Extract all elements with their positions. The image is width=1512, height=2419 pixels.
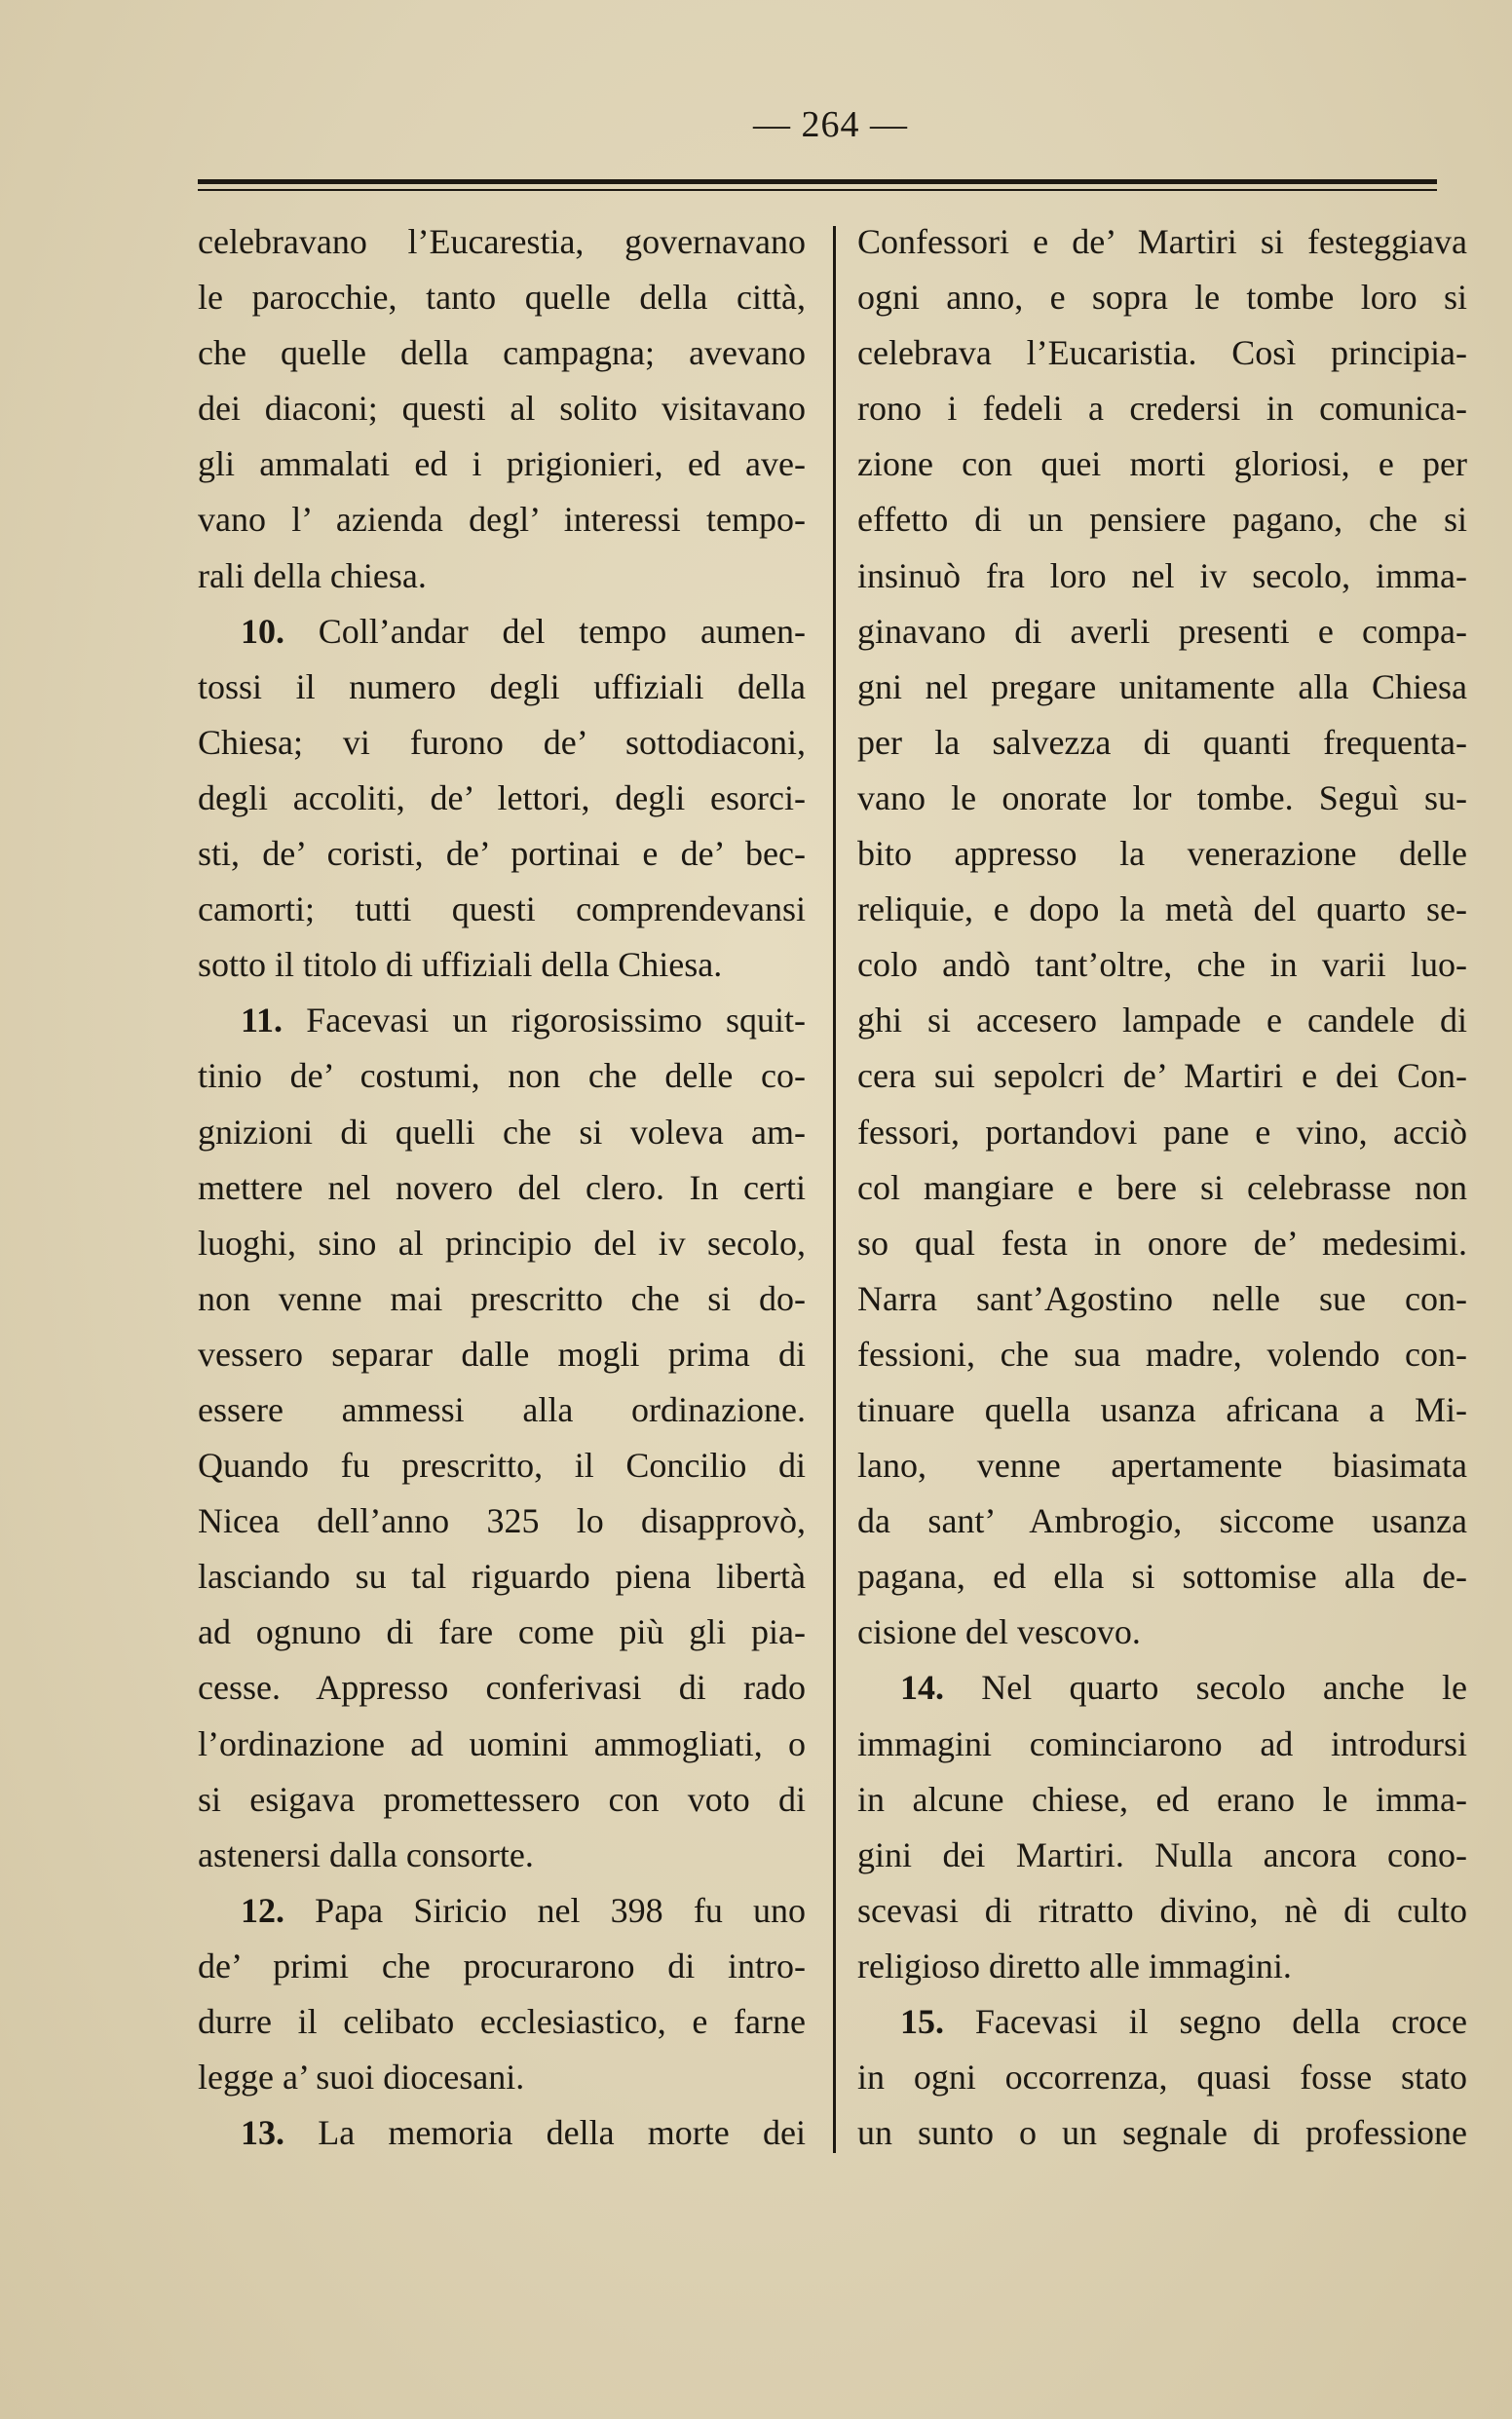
text-line [857, 660, 1467, 715]
text-line [857, 826, 1467, 882]
line-text: cesse. Appresso conferivasi di rado [198, 1668, 806, 1708]
text-line [198, 1382, 806, 1438]
text-line [198, 548, 806, 604]
text-line [198, 1660, 806, 1716]
line-text: camorti; tutti questi comprendevansi [198, 889, 806, 929]
line-text: ghi si accesero lampade e candele di [857, 1001, 1467, 1040]
line-text: tossi il numero degli uffiziali della [198, 666, 806, 706]
text-line [857, 1438, 1467, 1493]
text-line [198, 1271, 806, 1327]
line-text: durre il celibato ecclesiastico, e farne [198, 2002, 806, 2041]
header-rule-thin [198, 189, 1437, 191]
line-text: fessioni, che sua madre, volendo con- [857, 1334, 1467, 1374]
text-line [198, 1717, 806, 1772]
line-text: de’ primi che procurarono di intro- [198, 1946, 806, 1985]
text-line [857, 1883, 1467, 1939]
line-text: Papa Siricio nel 398 fu uno [284, 1890, 806, 1930]
text-line [857, 214, 1467, 270]
text-line [198, 381, 806, 436]
line-text: cera sui sepolcri de’ Martiri e dei Con- [857, 1056, 1467, 1096]
line-text: dei diaconi; questi al solito visitavano [198, 389, 806, 429]
text-line [857, 715, 1467, 771]
line-text: da sant’ Ambrogio, siccome usanza [857, 1501, 1467, 1541]
text-line [857, 771, 1467, 826]
text-line [198, 1216, 806, 1271]
line-text: le parocchie, tanto quelle della città, [198, 278, 806, 318]
text-line [198, 993, 806, 1048]
text-line [857, 1160, 1467, 1216]
line-text: ad ognuno di fare come più gli pia- [198, 1612, 806, 1652]
line-text: Confessori e de’ Martiri si festeggiava [857, 222, 1467, 261]
text-line [198, 214, 806, 270]
paragraph-number: 11. [241, 1001, 284, 1040]
line-text: fessori, portandovi pane e vino, acciò [857, 1112, 1467, 1152]
line-text: cisione del vescovo. [857, 1612, 1141, 1652]
paragraph-number: 12. [241, 1890, 284, 1930]
text-line [857, 1660, 1467, 1716]
text-line [198, 1772, 806, 1828]
text-line [198, 1939, 806, 1994]
text-line [198, 604, 806, 660]
text-line [198, 771, 806, 826]
text-line [198, 2105, 806, 2161]
text-line [857, 1048, 1467, 1104]
text-line [198, 660, 806, 715]
paragraph-number: 14. [900, 1668, 944, 1708]
line-text: Chiesa; vi furono de’ sottodiaconi, [198, 722, 806, 762]
text-line [857, 993, 1467, 1048]
text-line [857, 1271, 1467, 1327]
line-text: bito appresso la venerazione delle [857, 834, 1467, 874]
line-text: ogni anno, e sopra le tombe loro si [857, 278, 1467, 318]
text-line [198, 1160, 806, 1216]
line-text: in ogni occorrenza, quasi fosse stato [857, 2058, 1467, 2098]
line-text: legge a’ suoi diocesani. [198, 2058, 525, 2098]
line-text: scevasi di ritratto divino, nè di culto [857, 1890, 1467, 1930]
text-line [857, 1605, 1467, 1660]
line-text: effetto di un pensiere pagano, che si [857, 500, 1467, 540]
text-line [198, 715, 806, 771]
line-text: gini dei Martiri. Nulla ancora cono- [857, 1834, 1467, 1874]
line-text: si esigava promettessero con voto di [198, 1779, 806, 1819]
text-line [857, 1772, 1467, 1828]
paragraph-number: 15. [900, 2002, 944, 2041]
line-text: gli ammalati ed i prigionieri, ed ave- [198, 444, 806, 484]
line-text: in alcune chiese, ed erano le imma- [857, 1779, 1467, 1819]
line-text: celebrava l’Eucaristia. Così principia- [857, 333, 1467, 373]
column-divider [833, 226, 836, 2153]
text-line [198, 1549, 806, 1605]
text-line [198, 1828, 806, 1883]
line-text: insinuò fra loro nel iv secolo, imma- [857, 555, 1467, 595]
text-line [857, 1828, 1467, 1883]
line-text: La memoria della morte dei [284, 2113, 806, 2153]
line-text: che quelle della campagna; avevano [198, 333, 806, 373]
text-line [857, 1105, 1467, 1160]
text-line [857, 1493, 1467, 1549]
text-line [857, 381, 1467, 436]
line-text: reliquie, e dopo la metà del quarto se- [857, 889, 1467, 929]
line-text: rali della chiesa. [198, 555, 427, 595]
line-text: mettere nel novero del clero. In certi [198, 1167, 806, 1207]
text-line [198, 826, 806, 882]
line-text: astenersi dalla consorte. [198, 1834, 534, 1874]
text-line [198, 1883, 806, 1939]
line-text: vessero separar dalle mogli prima di [198, 1334, 806, 1374]
line-text: Facevasi un rigorosissimo squit- [283, 1001, 806, 1040]
text-line [198, 1048, 806, 1104]
line-text: celebravano l’Eucarestia, governavano [198, 222, 806, 261]
text-line [857, 1549, 1467, 1605]
line-text: rono i fedeli a credersi in comunica- [857, 389, 1467, 429]
text-line [857, 2105, 1467, 2161]
text-line [198, 1994, 806, 2050]
text-line [857, 1327, 1467, 1382]
line-text: colo andò tant’oltre, che in varii luo- [857, 945, 1467, 985]
text-line [857, 882, 1467, 937]
line-text: sotto il titolo di uffiziali della Chiesa. [198, 945, 723, 985]
line-text: ginavano di averli presenti e compa- [857, 611, 1467, 651]
line-text: un sunto o un segnale di professione [857, 2113, 1467, 2153]
line-text: essere ammessi alla ordinazione. [198, 1389, 806, 1429]
text-line [857, 2050, 1467, 2105]
text-line [198, 325, 806, 381]
text-line [857, 436, 1467, 492]
text-line [198, 1327, 806, 1382]
text-line [198, 492, 806, 548]
line-text: degli accoliti, de’ lettori, degli esorci- [198, 777, 806, 817]
text-line [857, 604, 1467, 660]
line-text: Coll’andar del tempo aumen- [284, 611, 806, 651]
text-line [857, 325, 1467, 381]
page-number: — 264 — [753, 104, 908, 145]
line-text: col mangiare e bere si celebrasse non [857, 1167, 1467, 1207]
line-text: Facevasi il segno della croce [944, 2002, 1467, 2041]
header-rule-thick [198, 179, 1437, 184]
left-column [198, 214, 806, 2161]
text-line [198, 1105, 806, 1160]
line-text: vano le onorate lor tombe. Seguì su- [857, 777, 1467, 817]
line-text: vano l’ azienda degl’ interessi tempo- [198, 500, 806, 540]
line-text: tinio de’ costumi, non che delle co- [198, 1056, 806, 1096]
text-line [857, 1717, 1467, 1772]
line-text: l’ordinazione ad uomini ammogliati, o [198, 1723, 806, 1763]
text-line [198, 937, 806, 993]
paragraph-number: 10. [241, 611, 284, 651]
line-text: Nel quarto secolo anche le [944, 1668, 1467, 1708]
text-line [198, 1605, 806, 1660]
line-text: lano, venne apertamente biasimata [857, 1446, 1467, 1486]
line-text: immagini cominciarono ad introdursi [857, 1723, 1467, 1763]
line-text: sti, de’ coristi, de’ portinai e de’ bec- [198, 834, 806, 874]
line-text: non venne mai prescritto che si do- [198, 1278, 806, 1318]
line-text: religioso diretto alle immagini. [857, 1946, 1292, 1985]
text-line [198, 270, 806, 325]
right-column [857, 214, 1467, 2161]
paragraph-number: 13. [241, 2113, 284, 2153]
text-line [857, 548, 1467, 604]
text-line [198, 1438, 806, 1493]
text-line [198, 882, 806, 937]
line-text: gni nel pregare unitamente alla Chiesa [857, 666, 1467, 706]
text-line [198, 436, 806, 492]
line-text: so qual festa in onore de’ medesimi. [857, 1223, 1467, 1263]
line-text: zione con quei morti gloriosi, e per [857, 444, 1467, 484]
text-line [857, 937, 1467, 993]
line-text: luoghi, sino al principio del iv secolo, [198, 1223, 806, 1263]
line-text: pagana, ed ella si sottomise alla de- [857, 1557, 1467, 1597]
line-text: tinuare quella usanza africana a Mi- [857, 1389, 1467, 1429]
text-line [198, 2050, 806, 2105]
text-line [857, 492, 1467, 548]
line-text: gnizioni di quelli che si voleva am- [198, 1112, 806, 1152]
text-line [857, 1382, 1467, 1438]
line-text: Narra sant’Agostino nelle sue con- [857, 1278, 1467, 1318]
text-line [857, 1216, 1467, 1271]
text-line [857, 1994, 1467, 2050]
text-line [857, 270, 1467, 325]
line-text: Quando fu prescritto, il Concilio di [198, 1446, 806, 1486]
line-text: lasciando su tal riguardo piena libertà [198, 1557, 806, 1597]
text-line [198, 1493, 806, 1549]
line-text: per la salvezza di quanti frequenta- [857, 722, 1467, 762]
text-line [857, 1939, 1467, 1994]
line-text: Nicea dell’anno 325 lo disapprovò, [198, 1501, 806, 1541]
